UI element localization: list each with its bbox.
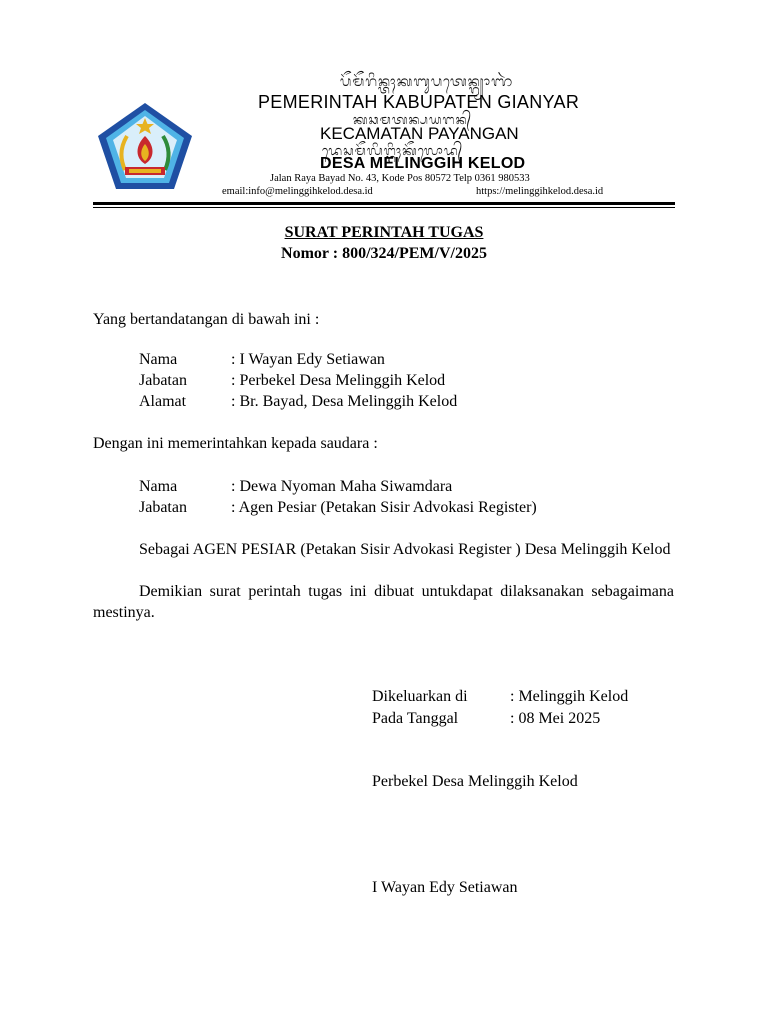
village-name: DESA MELINGGIH KELOD — [320, 155, 526, 172]
field-value: : Dewa Nyoman Maha Siwamdara — [231, 478, 453, 495]
document-number: Nomor : 800/324/PEM/V/2025 — [281, 245, 487, 262]
field-label: Nama — [139, 478, 178, 495]
village-address: Jalan Raya Bayad No. 43, Kode Pos 80572 Telp 0361 980533 — [270, 173, 530, 184]
opening-statement: Yang bertandatangan di bawah ini : — [93, 311, 320, 328]
village-website: https://melinggihkelod.desa.id — [476, 186, 604, 197]
signer-details — [0, 349, 768, 412]
assignment-paragraph: Sebagai AGEN PESIAR (Petakan Sisir Advokasi Register ) Desa Melinggih Kelod — [139, 541, 671, 558]
signer-name: I Wayan Edy Setiawan — [372, 879, 518, 896]
village-email: email:info@melinggihkelod.desa.id — [222, 186, 373, 197]
closing-paragraph: Demikian surat perintah tugas ini dibuat untukdapat dilaksanakan sebagaimana mestinya. — [93, 583, 674, 621]
field-value: : Br. Bayad, Desa Melinggih Kelod — [231, 393, 458, 410]
signer-row — [0, 349, 768, 370]
issued-place-value: : Melinggih Kelod — [510, 688, 629, 705]
letterhead-divider-thin — [93, 207, 675, 208]
field-label: Jabatan — [139, 372, 187, 389]
issuance-details — [0, 686, 768, 730]
issued-place-label: Dikeluarkan di — [372, 688, 468, 705]
field-label: Alamat — [139, 393, 187, 410]
field-label: Nama — [139, 351, 178, 368]
field-value: : Agen Pesiar (Petakan Sisir Advokasi Register) — [231, 499, 537, 516]
signer-row — [0, 391, 768, 412]
assignee-row — [0, 476, 768, 497]
instruction-statement: Dengan ini memerintahkan kepada saudara : — [93, 435, 378, 452]
assignee-details — [0, 476, 768, 518]
issued-date-value: : 08 Mei 2025 — [510, 710, 601, 727]
government-name: PEMERINTAH KABUPATEN GIANYAR — [258, 92, 580, 112]
document-title: SURAT PERINTAH TUGAS — [284, 224, 484, 241]
field-value: : Perbekel Desa Melinggih Kelod — [231, 372, 446, 389]
field-label: Jabatan — [139, 499, 187, 516]
signer-row — [0, 370, 768, 391]
balinese-script-line: ᬤᬾᬲᬫᭂᬮᬶᬗ᭄ᬕᬶᬄᬓᭂᬮᭀᬤ᭄ — [322, 144, 464, 159]
letterhead-divider — [93, 202, 675, 205]
district-name: KECAMATAN PAYANGAN — [320, 124, 519, 143]
balinese-script-line: ᬧᭂᬫᭂᬭᬶᬦ᭄ᬢᬄᬓᬩᬸᬧᬢᬾᬦ᭄ᬕ᭄ᬬᬵᬜᬃ — [340, 74, 514, 90]
issuance-row — [0, 686, 768, 708]
issuance-row — [0, 708, 768, 730]
field-value: : I Wayan Edy Setiawan — [231, 351, 385, 368]
assignee-row — [0, 497, 768, 518]
gianyar-regency-emblem — [95, 100, 195, 192]
issued-date-label: Pada Tanggal — [372, 710, 459, 727]
balinese-script-line: ᬓᬘᬫᬢᬦ᭄ᬧᬬᬗᬦ᭄ — [353, 113, 473, 128]
signer-position: Perbekel Desa Melinggih Kelod — [372, 773, 578, 790]
